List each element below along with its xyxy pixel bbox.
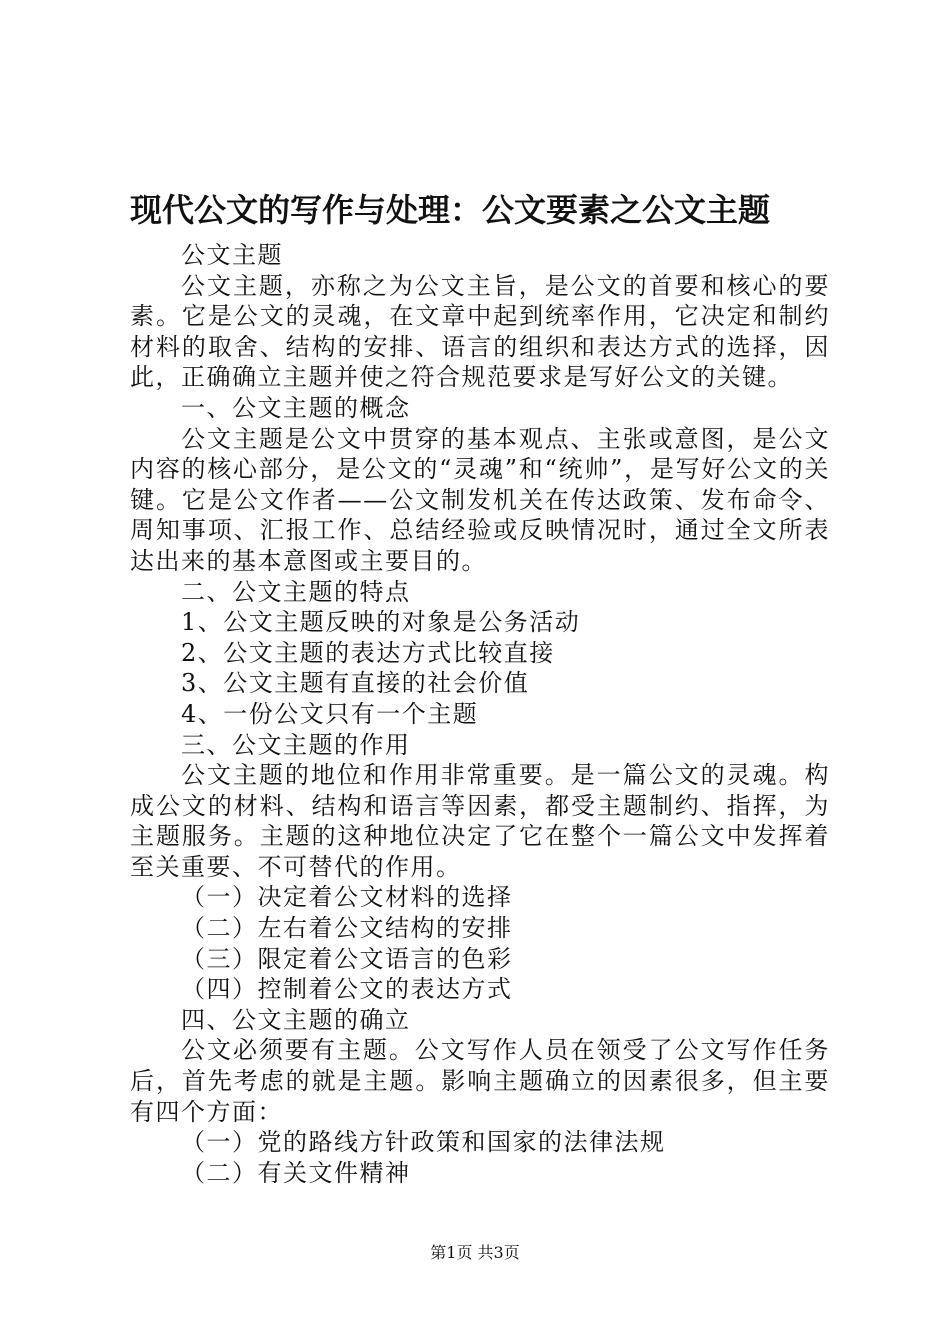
document-page — [130, 182, 830, 1188]
document-title: 现代公文的写作与处理：公文要素之公文主题 — [130, 191, 771, 229]
section-heading: 公文主题 — [181, 241, 283, 269]
section-heading: 二、公文主题的特点 — [181, 577, 411, 606]
section-heading: 一、公文主题的概念 — [181, 393, 411, 422]
list-item: （二）左右着公文结构的安排 — [181, 914, 513, 943]
list-item: （三）限定着公文语言的色彩 — [181, 944, 513, 973]
list-item: （二）有关文件精神 — [181, 1158, 411, 1187]
body-paragraph: 公文主题的地位和作用非常重要。是一篇公文的灵魂。构成公文的材料、结构和语言等因素，都受主题制约、指挥，为主题服务。主题的这种地位决定了它在整个一篇公文中发挥着至关重要、不可替代的作用。 — [130, 761, 830, 881]
page-number-footer: 第1页 共3页 — [430, 1243, 520, 1262]
body-paragraph: 公文必须要有主题。公文写作人员在领受了公文写作任务后，首先考虑的就是主题。影响主题确立的因素很多，但主要有四个方面： — [130, 1036, 830, 1126]
list-item: （一）决定着公文材料的选择 — [181, 883, 513, 912]
list-item: 1、公文主题反映的对象是公务活动 — [181, 608, 581, 637]
body-paragraph: 公文主题，亦称之为公文主旨，是公文的首要和核心的要素。它是公文的灵魂，在文章中起到统率作用，它决定和制约材料的取舍、结构的安排、语言的组织和表达方式的选择，因此，正确确立主题并使之符合规范要求是写好公文的关键。 — [130, 271, 830, 392]
list-item: 2、公文主题的表达方式比较直接 — [181, 638, 555, 667]
list-item: （一）党的路线方针政策和国家的法律法规 — [181, 1128, 666, 1157]
section-heading: 三、公文主题的作用 — [181, 730, 411, 759]
body-paragraph: 公文主题是公文中贯穿的基本观点、主张或意图，是公文内容的核心部分，是公文的“灵魂”和“统帅”，是写好公文的关键。它是公文作者——公文制发机关在传达政策、发布命令、周知事项、汇报工作、总结经验或反映情况时，通过全文所表达出来的基本意图或主要目的。 — [130, 424, 830, 575]
list-item: （四）控制着公文的表达方式 — [181, 975, 513, 1004]
list-item: 4、一份公文只有一个主题 — [181, 699, 479, 728]
section-heading: 四、公文主题的确立 — [181, 1005, 411, 1034]
list-item: 3、公文主题有直接的社会价值 — [181, 669, 530, 698]
